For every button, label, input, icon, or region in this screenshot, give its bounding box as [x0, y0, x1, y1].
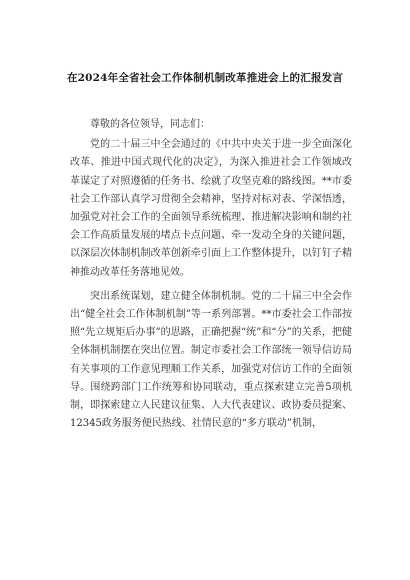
document-body — [70, 116, 352, 439]
salutation: 尊敬的各位领导，同志们： — [90, 119, 210, 130]
paragraph-2: 突出系统谋划，建立健全体制机制。党的二十届三中全会作出“健全社会工作体制机制”等一系列部署。**市委社会工作部按照“先立规矩后办事”的思路，正确把握“统”和“分”的关系，把健全体制机制摆在突出位置。制定市委社会工作部统一领导信访局有关事项的工作意见理顺工作关系，加强党对信访工作的全面领导。围绕跨部门工作统筹和协同联动，重点探索建立完善5项机制，即探索建立人民建议征集、人大代表建议、政协委员提案、12345政务服务便民热线、社情民意的“多方联动”机制， — [70, 290, 352, 430]
document-title: 在2024年全省社会工作体制机制改革推进会上的汇报发言 — [66, 72, 344, 84]
paragraph-1: 党的二十届三中全会通过的《中共中央关于进一步全面深化改革、推进中国式现代化的决定》，为深入推进社会工作领域改革谋定了对照遵循的任务书、绘就了攻坚克难的路线图。**市委社会工作部认真学习贯彻全会精神，坚持对标对表、学深悟透，加强党对社会工作的全面领导系统梳理、推进解决影响和制约社会工作高质量发展的堵点卡点问题、牵一发动全身的关键问题，以深层次体制机制改革创新牵引面上工作整体提升，以钉钉子精神推动改革任务落地见效。 — [70, 139, 352, 278]
